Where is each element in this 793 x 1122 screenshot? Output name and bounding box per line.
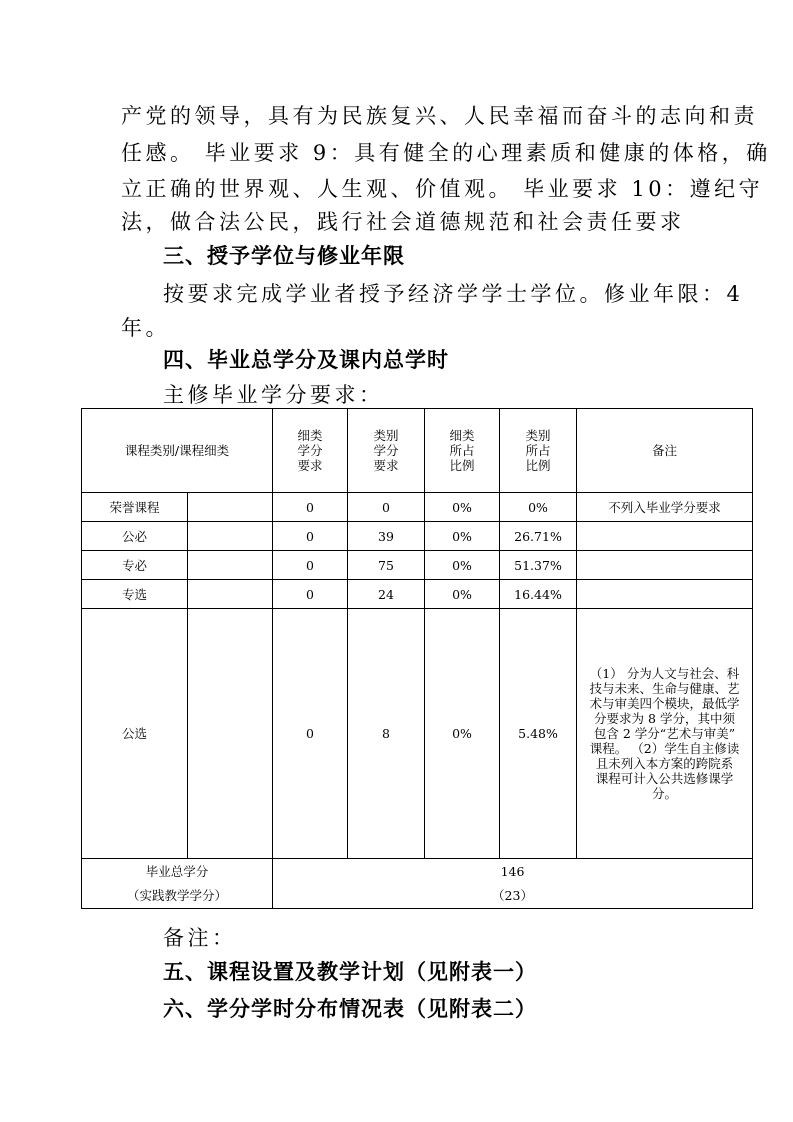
note-line: 术与审美四个模块，最低学 <box>589 696 740 711</box>
row-category: 专选 <box>82 580 188 609</box>
header-sub-credit: 细类 学分 要求 <box>273 409 348 493</box>
total-label: 毕业总学分 （实践教学学分） <box>82 859 273 909</box>
section-3-heading: 三、授予学位与修业年限 <box>163 244 405 268</box>
row-sub-credit: 0 <box>273 551 348 580</box>
row-subcategory <box>188 493 273 522</box>
row-note: 不列入毕业学分要求 <box>577 493 753 522</box>
row-category: 专必 <box>82 551 188 580</box>
table-total-row <box>82 859 753 909</box>
row-subcategory <box>188 522 273 551</box>
row-cat-credit: 75 <box>348 551 425 580</box>
row-cat-credit: 0 <box>348 493 425 522</box>
section-3-line-2: 年。 <box>121 316 170 340</box>
section-3-line-1: 按要求完成学业者授予经济学学士学位。修业年限：4 <box>163 282 744 306</box>
body-line-3: 立正确的世界观、人生观、价值观。 毕业要求 10：遵纪守 <box>121 177 764 201</box>
header-note: 备注 <box>577 409 753 493</box>
note-line: 分。 <box>651 786 677 801</box>
row-subcategory <box>188 551 273 580</box>
row-note <box>577 522 753 551</box>
row-sub-ratio: 0% <box>425 551 500 580</box>
row-note <box>577 580 753 609</box>
body-line-1: 产党的领导，具有为民族复兴、人民幸福而奋斗的志向和责 <box>121 104 758 128</box>
table-row <box>82 493 753 522</box>
row-sub-credit: 0 <box>273 580 348 609</box>
header-cat-credit: 类别 学分 要求 <box>348 409 425 493</box>
row-sub-ratio: 0% <box>425 609 500 859</box>
note-line: 包含 2 学分“艺术与审美” <box>593 726 736 741</box>
total-value: 146 （23） <box>273 859 753 909</box>
note-line: 分要求为 8 学分，其中须 <box>594 711 735 726</box>
note-line: （1） 分为人文与社会、科 <box>589 666 740 681</box>
section-4-intro: 主修毕业学分要求： <box>163 383 384 407</box>
row-note <box>577 609 753 859</box>
row-category: 公选 <box>82 609 188 859</box>
body-line-2: 任感。 毕业要求 9：具有健全的心理素质和健康的体格，确 <box>121 141 771 165</box>
note-line: 课程可计入公共选修课学 <box>595 771 734 786</box>
body-line-4: 法，做合法公民，践行社会道德规范和社会责任要求 <box>121 210 685 234</box>
section-4-heading: 四、毕业总学分及课内总学时 <box>163 348 449 372</box>
row-cat-ratio: 26.71% <box>500 522 577 551</box>
table-row <box>82 551 753 580</box>
table-row <box>82 580 753 609</box>
note-line: 且未列入本方案的跨院系 <box>595 756 734 771</box>
header-category: 课程类别/课程细类 <box>82 409 273 493</box>
row-cat-ratio: 16.44% <box>500 580 577 609</box>
row-cat-credit: 24 <box>348 580 425 609</box>
row-sub-credit: 0 <box>273 493 348 522</box>
row-sub-ratio: 0% <box>425 522 500 551</box>
row-category: 荣誉课程 <box>82 493 188 522</box>
header-cat-ratio: 类别 所占 比例 <box>500 409 577 493</box>
header-sub-ratio: 细类 所占 比例 <box>425 409 500 493</box>
row-cat-ratio: 0% <box>500 493 577 522</box>
table-row <box>82 522 753 551</box>
remark-label: 备注： <box>163 926 237 950</box>
section-6-heading: 六、学分学时分布情况表（见附表二） <box>163 997 537 1021</box>
row-cat-credit: 8 <box>348 609 425 859</box>
row-sub-ratio: 0% <box>425 580 500 609</box>
row-sub-credit: 0 <box>273 522 348 551</box>
row-cat-credit: 39 <box>348 522 425 551</box>
row-sub-ratio: 0% <box>425 493 500 522</box>
table-header-row <box>82 409 753 493</box>
row-subcategory <box>188 580 273 609</box>
row-subcategory <box>188 609 273 859</box>
table-row-public-elective <box>82 609 753 859</box>
row-cat-ratio: 51.37% <box>500 551 577 580</box>
credit-requirements-table <box>81 408 753 909</box>
note-line: 课程。 （2）学生自主修读 <box>589 741 740 756</box>
row-note <box>577 551 753 580</box>
section-5-heading: 五、课程设置及教学计划（见附表一） <box>163 960 537 984</box>
row-category: 公必 <box>82 522 188 551</box>
row-sub-credit: 0 <box>273 609 348 859</box>
row-cat-ratio: 5.48% <box>500 609 577 859</box>
note-line: 技与未来、生命与健康、艺 <box>589 681 740 696</box>
